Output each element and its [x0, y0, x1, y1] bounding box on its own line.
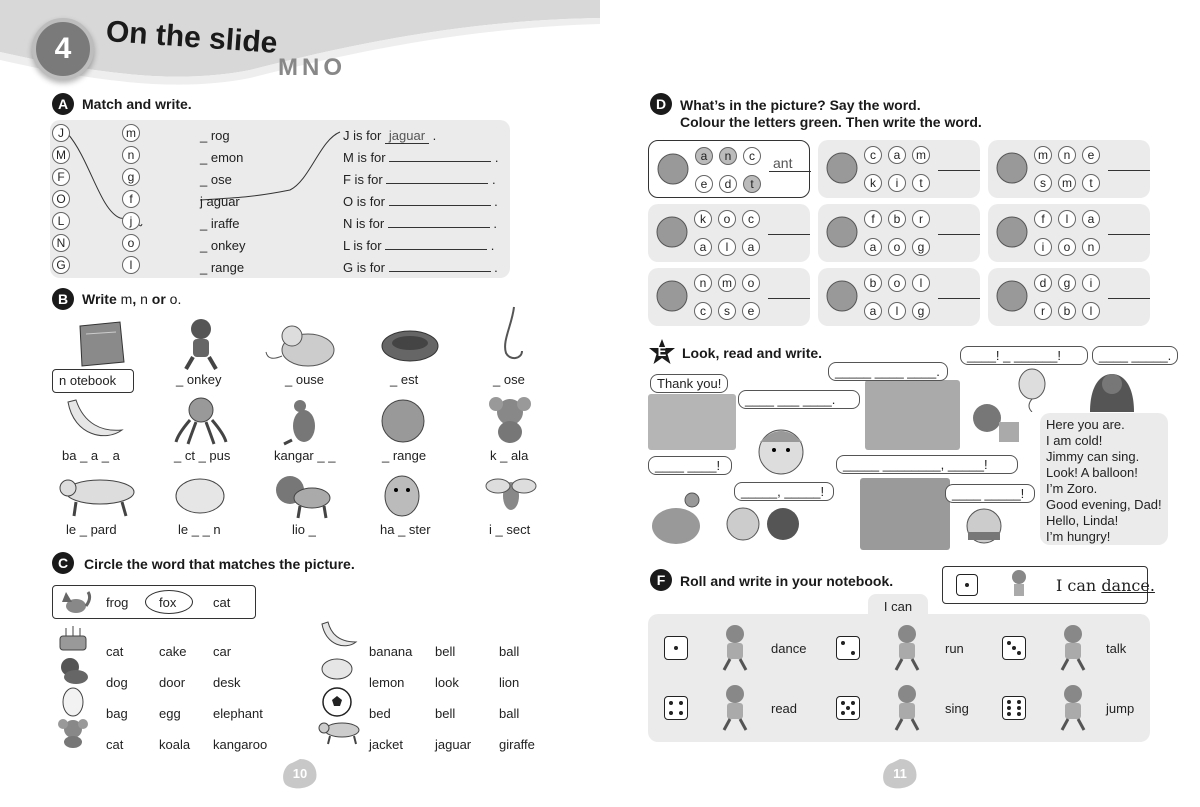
letter-circle: O — [52, 190, 70, 208]
sentence-label: O is for — [343, 194, 385, 209]
banana-icon — [318, 620, 358, 652]
letter-circle[interactable]: g — [912, 302, 930, 320]
letter-circle[interactable]: b — [1058, 302, 1076, 320]
letter-circle[interactable]: m — [912, 146, 930, 164]
action-word: jump — [1106, 701, 1135, 716]
nose-icon — [494, 305, 530, 367]
letter-circle[interactable]: s — [1034, 174, 1052, 192]
letter-circle[interactable]: t — [743, 175, 761, 193]
unit-title: On the slide — [104, 15, 279, 60]
monkey-icon — [176, 315, 226, 370]
action-figure-icon — [1048, 682, 1098, 732]
page-number: 10 — [292, 765, 308, 781]
dice-2-icon — [836, 636, 860, 660]
action-figure-icon — [882, 622, 932, 672]
letter-circle: f — [122, 190, 140, 208]
sentence-label: N is for — [343, 216, 385, 231]
word-ending: _ onkey — [200, 238, 246, 253]
balloon-icon — [1016, 368, 1048, 412]
phrase-bank — [1040, 413, 1168, 545]
option-word: ball — [499, 644, 520, 659]
speech-bubble[interactable]: ____ ____! — [648, 456, 732, 475]
girl-icon — [992, 276, 1032, 316]
c-left-col1 — [106, 636, 128, 760]
letter-circle[interactable]: o — [718, 210, 736, 228]
letter-circle: M — [52, 146, 70, 164]
word-label: ha _ ster — [380, 522, 431, 537]
phrase: Here you are. — [1046, 417, 1125, 432]
nest-icon — [380, 326, 440, 366]
scene-evening-image — [860, 478, 950, 550]
option-word: lemon — [369, 675, 405, 690]
word-label: le _ pard — [66, 522, 117, 537]
word-ending: _ rog — [200, 128, 230, 143]
phrase: I’m hungry! — [1046, 529, 1111, 544]
lion-icon — [272, 470, 334, 520]
word-endings — [200, 125, 246, 279]
word-cell — [818, 204, 980, 262]
letter-circle[interactable]: b — [888, 210, 906, 228]
letter-circle: G — [52, 256, 70, 274]
letter-circle[interactable]: b — [864, 274, 882, 292]
sentence-row[interactable]: N is for . — [343, 216, 498, 231]
unit-letters: MNO — [278, 54, 346, 81]
c-left-col3 — [213, 636, 267, 760]
letter-circle[interactable]: o — [742, 274, 760, 292]
dancer-icon — [1002, 568, 1036, 602]
lemon-icon — [320, 656, 354, 682]
koala-icon — [488, 394, 532, 444]
answer-line[interactable] — [768, 234, 810, 235]
letter-circle[interactable]: k — [694, 210, 712, 228]
letter-circle[interactable]: f — [1034, 210, 1052, 228]
letter-circle[interactable]: d — [719, 175, 737, 193]
letter-circle: N — [52, 234, 70, 252]
letter-circle[interactable]: e — [742, 302, 760, 320]
letter-circle[interactable]: a — [695, 147, 713, 165]
answer-line[interactable] — [1108, 298, 1150, 299]
word-label: le _ _ n — [178, 522, 221, 537]
sentence-row[interactable]: F is for . — [343, 172, 496, 187]
word-label: k _ ala — [490, 448, 529, 463]
option-word: frog — [106, 595, 129, 610]
answer-line[interactable] — [1108, 170, 1150, 171]
answer-line[interactable] — [938, 298, 980, 299]
option-word: look — [435, 675, 459, 690]
letter-circle[interactable]: n — [1082, 238, 1100, 256]
sentence-label: J is for — [343, 128, 382, 143]
letter-circle[interactable]: a — [888, 146, 906, 164]
option-word: ball — [499, 706, 520, 721]
action-figure-icon — [1048, 622, 1098, 672]
example-word-box: n otebook — [52, 369, 134, 393]
option-word: banana — [369, 644, 413, 659]
c-left-col2 — [159, 636, 190, 760]
speech-bubble[interactable]: ____ _____! — [945, 484, 1035, 503]
scene-family-image — [648, 394, 736, 450]
letter-circle[interactable]: l — [1058, 210, 1076, 228]
letter-circle[interactable]: m — [1034, 146, 1052, 164]
option-word: koala — [159, 737, 191, 752]
word-label: _ range — [382, 448, 427, 463]
section-d-title-1: What’s in the picture? Say the word. — [680, 97, 921, 113]
letter-circle[interactable]: o — [888, 274, 906, 292]
leopard-icon — [52, 468, 146, 518]
ball-icon — [822, 276, 862, 316]
action-word: talk — [1106, 641, 1127, 656]
dice-1-icon — [664, 636, 688, 660]
scene-cold-boy-image — [960, 502, 1008, 552]
option-word: jacket — [369, 737, 403, 752]
sentence-row[interactable]: O is for . — [343, 194, 498, 209]
answer-line[interactable] — [768, 298, 810, 299]
dice-4-icon — [664, 696, 688, 720]
letter-circle: j — [122, 212, 140, 230]
section-c-title: Circle the word that matches the picture. — [84, 556, 355, 572]
letter-circle[interactable]: l — [888, 302, 906, 320]
word-cell — [648, 268, 810, 326]
nose-icon — [652, 276, 692, 316]
section-a-title: Match and write. — [82, 96, 192, 112]
letter-circle[interactable]: k — [864, 174, 882, 192]
section-e-title: Look, read and write. — [682, 345, 823, 361]
word-label: _ ouse — [285, 372, 325, 387]
sentence-label: M is for — [343, 150, 386, 165]
letter-circle[interactable]: c — [743, 147, 761, 165]
option-word: bell — [435, 644, 456, 659]
letter-circle[interactable]: d — [1034, 274, 1052, 292]
mouse-icon — [264, 322, 352, 370]
word-ending: _ emon — [200, 150, 244, 165]
cat-icon — [822, 148, 862, 188]
section-c-badge: C — [52, 552, 74, 574]
ball-icon — [321, 686, 353, 718]
frog-icon — [822, 212, 862, 252]
action-figure-icon — [710, 622, 760, 672]
speech-bubble[interactable]: _____ ________, _____! — [836, 455, 1018, 474]
nest-icon — [992, 148, 1032, 188]
word-cell — [818, 140, 980, 198]
dog-icon — [56, 655, 90, 685]
jaguar-icon — [316, 716, 362, 746]
sentence-row[interactable]: G is for . — [343, 260, 498, 275]
action-word: read — [771, 701, 798, 716]
option-word: car — [213, 644, 232, 659]
action-figure-icon — [882, 682, 932, 732]
letter-circle[interactable]: i — [888, 174, 906, 192]
letter-circle: n — [122, 146, 140, 164]
option-word: fox — [159, 595, 177, 610]
letter-circle[interactable]: c — [694, 302, 712, 320]
letter-circle[interactable]: r — [1034, 302, 1052, 320]
word-label: _ ct _ pus — [174, 448, 231, 463]
sentence-label: F is for — [343, 172, 383, 187]
letter-circle[interactable]: e — [695, 175, 713, 193]
right-page — [600, 0, 1200, 807]
dice-5-icon — [836, 696, 860, 720]
letter-circle[interactable]: a — [742, 238, 760, 256]
word-cell — [818, 268, 980, 326]
phrase: I’m Zoro. — [1046, 481, 1098, 496]
letter-circle[interactable]: l — [718, 238, 736, 256]
letter-circle[interactable]: m — [718, 274, 736, 292]
page-number: 11 — [893, 765, 907, 781]
c-right-col3 — [499, 636, 535, 760]
letter-circle: L — [52, 212, 70, 230]
word-label: _ onkey — [176, 372, 222, 387]
action-word: run — [945, 641, 964, 656]
section-b-badge: B — [52, 288, 74, 310]
answer-line[interactable] — [1108, 234, 1150, 235]
match-left-column — [52, 124, 70, 274]
koala-icon — [652, 212, 692, 252]
scene-boy-singing-image — [736, 418, 826, 486]
c-right-col1 — [369, 636, 412, 760]
phrase: I am cold! — [1046, 433, 1103, 448]
phrase: Look! A balloon! — [1046, 465, 1138, 480]
c-right-col2 — [435, 636, 471, 760]
kangaroo-icon — [282, 396, 322, 446]
letter-circle[interactable]: a — [1082, 210, 1100, 228]
letter-circle[interactable]: t — [1082, 174, 1100, 192]
letter-circle[interactable]: a — [864, 302, 882, 320]
insect-icon — [480, 472, 542, 518]
letter-circle[interactable]: r — [912, 210, 930, 228]
section-f-badge: F — [650, 569, 672, 591]
letter-circle[interactable]: g — [1058, 274, 1076, 292]
lemon-icon — [172, 474, 228, 518]
example-answer: ant — [773, 155, 793, 171]
example-bubble: Thank you! — [650, 374, 728, 393]
letter-circle[interactable]: g — [912, 238, 930, 256]
word-label: _ ose — [493, 372, 525, 387]
option-word: giraffe — [499, 737, 535, 752]
scene-dog-image — [1080, 366, 1140, 414]
option-word: desk — [213, 675, 241, 690]
letter-circle[interactable]: n — [1058, 146, 1076, 164]
letter-circle: m — [122, 124, 140, 142]
letter-circle[interactable]: n — [694, 274, 712, 292]
option-word: cat — [213, 595, 231, 610]
speech-bubble[interactable]: ____! _ ______! — [960, 346, 1088, 365]
sentence-row[interactable]: L is for . — [343, 238, 495, 253]
section-b-title: Write m, n or o. — [82, 291, 182, 307]
letter-circle[interactable]: i — [1034, 238, 1052, 256]
phrase: Jimmy can sing. — [1046, 449, 1140, 464]
dice-1-icon — [956, 574, 978, 596]
letter-circle[interactable]: f — [864, 210, 882, 228]
word-ending: _ iraffe — [200, 216, 240, 231]
answer-line[interactable] — [938, 234, 980, 235]
option-word: bell — [435, 706, 456, 721]
fox-icon — [58, 588, 92, 616]
word-ending: _ ose — [200, 172, 232, 187]
unit-number: 4 — [32, 18, 94, 80]
letter-circle: o — [122, 234, 140, 252]
dice-3-icon — [1002, 636, 1026, 660]
letter-circle[interactable]: n — [719, 147, 737, 165]
letter-circle[interactable]: a — [694, 238, 712, 256]
option-word: bag — [106, 706, 128, 721]
option-word: door — [159, 675, 186, 690]
letter-circle[interactable]: o — [888, 238, 906, 256]
letter-circle[interactable]: e — [1082, 146, 1100, 164]
letter-circle[interactable]: a — [864, 238, 882, 256]
word-ending: j aguar — [200, 194, 240, 209]
option-word: egg — [159, 706, 181, 721]
word-ending: _ range — [200, 260, 245, 275]
word-cell — [648, 204, 810, 262]
phrase: Hello, Linda! — [1046, 513, 1119, 528]
section-d-title-2: Colour the letters green. Then write the word. — [680, 114, 982, 130]
option-word: bed — [369, 706, 391, 721]
i-can-tab: I can — [868, 594, 928, 618]
option-word: cat — [106, 644, 124, 659]
example-sentence: I can dance. — [1056, 576, 1155, 595]
scene-zoro-image — [865, 380, 960, 450]
letter-circle[interactable]: m — [1058, 174, 1076, 192]
word-cell — [648, 140, 810, 198]
answer-line[interactable] — [769, 171, 811, 172]
action-figure-icon — [710, 682, 760, 732]
word-label: i _ sect — [489, 522, 531, 537]
word-cell — [988, 268, 1150, 326]
orange-icon — [380, 398, 426, 444]
octopus-icon — [172, 394, 230, 446]
action-word: sing — [945, 701, 969, 716]
section-e-badge: E — [657, 344, 667, 359]
action-word: dance — [771, 641, 807, 656]
letter-circle: F — [52, 168, 70, 186]
section-f-title: Roll and write in your notebook. — [680, 573, 894, 589]
letter-circle[interactable]: l — [912, 274, 930, 292]
banana-icon — [62, 396, 126, 444]
letter-circle[interactable]: i — [1082, 274, 1100, 292]
letter-circle[interactable]: c — [742, 210, 760, 228]
option-word: cake — [159, 644, 187, 659]
speech-bubble[interactable]: ____ ___ ____. — [738, 390, 860, 409]
sentence-label: L is for — [343, 238, 382, 253]
speech-bubble[interactable]: ____ _____. — [1092, 346, 1178, 365]
option-word: dog — [106, 675, 128, 690]
option-word: cat — [106, 737, 124, 752]
section-d-badge: D — [650, 93, 672, 115]
egg-icon — [60, 685, 86, 717]
sentence-row: J is for jaguar . — [343, 128, 437, 143]
example-answer: jaguar — [385, 128, 429, 144]
letter-circle: g — [122, 168, 140, 186]
sentence-row[interactable]: M is for . — [343, 150, 499, 165]
hamster-icon — [382, 468, 422, 518]
sentence-label: G is for — [343, 260, 385, 275]
cake-icon — [56, 624, 90, 652]
answer-line[interactable] — [938, 170, 980, 171]
word-label: kangar _ _ — [274, 448, 336, 463]
word-label: lio _ — [292, 522, 316, 537]
option-word: lion — [499, 675, 520, 690]
section-a-badge: A — [52, 93, 74, 115]
scene-children-image — [718, 500, 808, 550]
letter-circle: J — [52, 124, 70, 142]
phrase: Good evening, Dad! — [1046, 497, 1162, 512]
letter-circle: l — [122, 256, 140, 274]
option-word: jaguar — [435, 737, 472, 752]
speech-bubble[interactable]: _____, _____! — [734, 482, 834, 501]
speech-bubble[interactable]: _____ ____ ____. — [828, 362, 948, 381]
koala-icon — [56, 718, 90, 748]
letter-circle[interactable]: t — [912, 174, 930, 192]
word-cell — [988, 204, 1150, 262]
lion-icon — [992, 212, 1032, 252]
letter-circle[interactable]: s — [718, 302, 736, 320]
notebook-icon — [72, 320, 128, 368]
match-mid-column — [122, 124, 140, 274]
scene-chameleon-image — [648, 490, 706, 550]
sentences — [343, 125, 498, 279]
option-word: kangaroo — [213, 737, 268, 752]
word-cell — [988, 140, 1150, 198]
option-word: elephant — [213, 706, 263, 721]
dice-6-icon — [1002, 696, 1026, 720]
letter-circle[interactable]: o — [1058, 238, 1076, 256]
letter-circle[interactable]: l — [1082, 302, 1100, 320]
word-label: _ est — [390, 372, 419, 387]
ant-icon — [653, 149, 693, 189]
letter-circle[interactable]: c — [864, 146, 882, 164]
word-label: ba _ a _ a — [62, 448, 120, 463]
